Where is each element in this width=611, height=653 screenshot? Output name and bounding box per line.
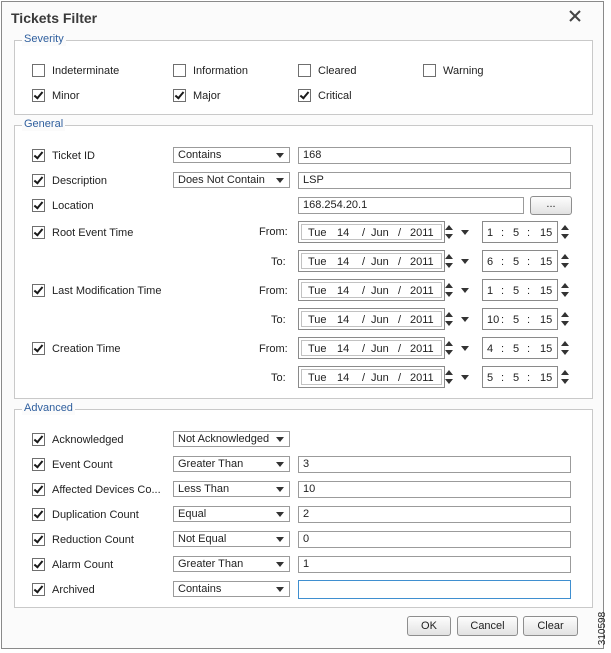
spin-up-icon[interactable] <box>445 370 453 375</box>
date-separator: / <box>398 227 402 239</box>
date-separator: / <box>398 256 402 268</box>
root-event-time-checkbox[interactable] <box>32 226 133 239</box>
reduction-count-checkbox[interactable] <box>32 533 134 546</box>
checkbox-label: Cleared <box>318 64 357 77</box>
date-separator: / <box>398 285 402 297</box>
spin-up-icon[interactable] <box>561 225 569 230</box>
time-second[interactable]: 15 <box>540 285 553 297</box>
checkbox-label: Duplication Count <box>52 508 139 521</box>
general-group <box>14 118 593 399</box>
spin-up-icon[interactable] <box>561 370 569 375</box>
root-event-to-time-picker[interactable] <box>482 250 572 272</box>
date-separator: / <box>362 372 366 384</box>
checkbox-label: Last Modification Time <box>52 284 162 297</box>
archived-operator-select[interactable] <box>173 581 290 597</box>
creation-to-date-picker[interactable] <box>298 366 475 388</box>
spin-up-icon[interactable] <box>561 312 569 317</box>
severity-major-checkbox[interactable] <box>173 89 221 102</box>
checkbox-box <box>423 64 436 77</box>
time-separator: : <box>501 227 505 239</box>
creation-time-checkbox[interactable] <box>32 342 120 355</box>
date-separator: / <box>362 343 366 355</box>
spin-down-icon[interactable] <box>561 234 569 239</box>
date-spinner[interactable] <box>444 250 454 272</box>
event-count-value-input[interactable]: 3 <box>298 456 571 473</box>
checkbox-label: Description <box>52 174 108 187</box>
title-bar <box>2 2 603 34</box>
creation-from-date-picker[interactable] <box>298 337 475 359</box>
severity-indeterminate-checkbox[interactable] <box>32 64 119 77</box>
spin-up-icon[interactable] <box>561 283 569 288</box>
time-spinner[interactable] <box>560 337 570 359</box>
date-day[interactable]: 14 <box>337 314 350 326</box>
creation-to-time-picker[interactable] <box>482 366 572 388</box>
checkbox-label: Minor <box>52 89 80 102</box>
date-spinner[interactable] <box>444 279 454 301</box>
checkbox-box <box>32 583 45 596</box>
time-second[interactable]: 15 <box>540 343 553 355</box>
select-value: Greater Than <box>178 558 244 570</box>
select-value: Less Than <box>178 483 230 495</box>
select-value: Contains <box>178 149 222 161</box>
checkbox-box <box>32 199 45 212</box>
last-modification-time-checkbox[interactable] <box>32 284 161 297</box>
chevron-down-icon <box>276 512 284 517</box>
chevron-down-icon <box>276 587 284 592</box>
select-value: Does Not Contain <box>178 174 265 186</box>
chevron-down-icon[interactable] <box>461 317 469 322</box>
checkbox-label: Alarm Count <box>52 558 114 571</box>
date-weekday: Tue <box>308 285 327 297</box>
date-separator: / <box>398 314 402 326</box>
date-separator: / <box>362 227 366 239</box>
checkbox-box <box>32 508 45 521</box>
time-hour[interactable]: 10 <box>487 314 500 326</box>
date-field <box>298 366 445 388</box>
alarm-count-operator-select[interactable] <box>173 556 290 572</box>
time-minute[interactable]: 5 <box>513 285 520 297</box>
select-value: Not Equal <box>178 533 227 545</box>
spin-down-icon[interactable] <box>445 263 453 268</box>
spin-down-icon[interactable] <box>445 321 453 326</box>
ticket-id-value-input[interactable]: 168 <box>298 147 571 164</box>
date-weekday: Tue <box>308 227 327 239</box>
to-label: To: <box>271 256 286 268</box>
checkbox-box <box>32 174 45 187</box>
date-year[interactable]: 2011 <box>410 314 434 326</box>
from-label: From: <box>259 343 288 355</box>
root-event-from-time-picker[interactable] <box>482 221 572 243</box>
checkbox-label: Location <box>52 199 94 212</box>
date-day[interactable]: 14 <box>337 372 350 384</box>
time-spinner[interactable] <box>560 308 570 330</box>
checkbox-label: Major <box>193 89 221 102</box>
checkbox-box <box>32 483 45 496</box>
chevron-down-icon <box>276 487 284 492</box>
spin-up-icon[interactable] <box>561 254 569 259</box>
checkbox-label: Affected Devices Co... <box>52 483 161 496</box>
spin-down-icon[interactable] <box>445 234 453 239</box>
spin-down-icon[interactable] <box>561 292 569 297</box>
checkbox-box <box>173 64 186 77</box>
date-day[interactable]: 14 <box>337 256 350 268</box>
date-month[interactable]: Jun <box>371 256 389 268</box>
ticket-id-checkbox[interactable] <box>32 149 95 162</box>
chevron-down-icon <box>276 462 284 467</box>
location-browse-button[interactable]: ... <box>530 196 572 215</box>
time-separator: : <box>527 227 531 239</box>
time-second[interactable]: 15 <box>540 227 553 239</box>
checkbox-box <box>32 533 45 546</box>
checkbox-box <box>298 89 311 102</box>
chevron-down-icon <box>276 562 284 567</box>
checkbox-box <box>32 89 45 102</box>
checkbox-box <box>173 89 186 102</box>
severity-information-checkbox[interactable] <box>173 64 248 77</box>
checkbox-label: Indeterminate <box>52 64 120 77</box>
date-field <box>298 308 445 330</box>
checkbox-box <box>32 558 45 571</box>
checkbox-box <box>32 342 45 355</box>
event-count-checkbox[interactable] <box>32 458 113 471</box>
date-weekday: Tue <box>308 256 327 268</box>
duplication-count-value-input[interactable]: 2 <box>298 506 571 523</box>
date-spinner[interactable] <box>444 308 454 330</box>
time-field <box>482 337 558 359</box>
date-month[interactable]: Jun <box>371 343 389 355</box>
time-separator: : <box>501 372 505 384</box>
spin-down-icon[interactable] <box>561 263 569 268</box>
severity-warning-checkbox[interactable] <box>423 64 484 77</box>
severity-critical-checkbox[interactable] <box>298 89 352 102</box>
reduction-count-operator-select[interactable] <box>173 531 290 547</box>
chevron-down-icon <box>276 537 284 542</box>
date-year[interactable]: 2011 <box>410 285 434 297</box>
checkbox-label: Archived <box>52 583 95 596</box>
chevron-down-icon <box>276 437 284 442</box>
spin-down-icon[interactable] <box>445 350 453 355</box>
checkbox-box <box>32 64 45 77</box>
time-minute[interactable]: 5 <box>513 343 520 355</box>
chevron-down-icon <box>276 178 284 183</box>
date-spinner[interactable] <box>444 337 454 359</box>
to-label: To: <box>271 372 286 384</box>
ok-button[interactable]: OK <box>407 616 451 636</box>
spin-up-icon[interactable] <box>445 254 453 259</box>
time-hour[interactable]: 1 <box>487 227 494 239</box>
date-year[interactable]: 2011 <box>410 256 434 268</box>
spin-down-icon[interactable] <box>445 292 453 297</box>
spin-down-icon[interactable] <box>445 379 453 384</box>
time-field <box>482 279 558 301</box>
description-value-input[interactable]: LSP <box>298 172 571 189</box>
event-count-operator-select[interactable] <box>173 456 290 472</box>
dialog-title: Tickets Filter <box>11 10 98 26</box>
select-value: Equal <box>178 508 207 520</box>
time-second[interactable]: 15 <box>540 314 553 326</box>
checkbox-label: Warning <box>443 64 484 77</box>
location-checkbox[interactable] <box>32 199 94 212</box>
time-spinner[interactable] <box>560 279 570 301</box>
date-day[interactable]: 14 <box>337 227 350 239</box>
date-year[interactable]: 2011 <box>410 343 434 355</box>
severity-legend: Severity <box>24 33 64 45</box>
time-hour[interactable]: 5 <box>487 372 494 384</box>
checkbox-box <box>32 149 45 162</box>
date-separator: / <box>362 285 366 297</box>
time-separator: : <box>501 256 505 268</box>
clear-button[interactable]: Clear <box>523 616 578 636</box>
time-separator: : <box>527 343 531 355</box>
tickets-filter-dialog <box>1 1 604 649</box>
acknowledged-select[interactable] <box>173 431 290 447</box>
checkbox-label: Acknowledged <box>52 433 124 446</box>
date-separator: / <box>398 372 402 384</box>
date-separator: / <box>398 343 402 355</box>
chevron-down-icon[interactable] <box>461 259 469 264</box>
close-icon[interactable] <box>567 8 583 24</box>
date-field <box>298 221 445 243</box>
time-spinner[interactable] <box>560 250 570 272</box>
last-mod-from-time-picker[interactable] <box>482 279 572 301</box>
checkbox-label: Ticket ID <box>52 149 95 162</box>
archived-value-input[interactable] <box>298 580 571 599</box>
to-label: To: <box>271 314 286 326</box>
duplication-count-checkbox[interactable] <box>32 508 139 521</box>
time-second[interactable]: 15 <box>540 256 553 268</box>
figure-number-text: 310598 <box>597 611 609 646</box>
alarm-count-checkbox[interactable] <box>32 558 113 571</box>
root-event-to-date-picker[interactable] <box>298 250 475 272</box>
date-separator: / <box>362 256 366 268</box>
checkbox-box <box>32 226 45 239</box>
spin-up-icon[interactable] <box>445 225 453 230</box>
time-field <box>482 250 558 272</box>
spin-down-icon[interactable] <box>561 379 569 384</box>
archived-checkbox[interactable] <box>32 583 95 596</box>
spin-up-icon[interactable] <box>445 283 453 288</box>
date-month[interactable]: Jun <box>371 227 389 239</box>
select-value: Not Acknowledged <box>178 433 270 445</box>
location-value-input[interactable]: 168.254.20.1 <box>298 197 524 214</box>
from-label: From: <box>259 226 288 238</box>
date-month[interactable]: Jun <box>371 372 389 384</box>
general-legend: General <box>24 118 64 130</box>
date-separator: / <box>362 314 366 326</box>
select-value: Contains <box>178 583 222 595</box>
severity-group <box>14 33 593 115</box>
figure-number <box>594 613 608 647</box>
checkbox-box <box>32 458 45 471</box>
date-spinner[interactable] <box>444 366 454 388</box>
time-hour[interactable]: 1 <box>487 285 494 297</box>
time-separator: : <box>527 372 531 384</box>
chevron-down-icon[interactable] <box>461 375 469 380</box>
root-event-from-date-picker[interactable] <box>298 221 475 243</box>
chevron-down-icon[interactable] <box>461 346 469 351</box>
time-hour[interactable]: 4 <box>487 343 494 355</box>
acknowledged-checkbox[interactable] <box>32 433 124 446</box>
spin-up-icon[interactable] <box>445 312 453 317</box>
time-separator: : <box>527 256 531 268</box>
date-weekday: Tue <box>308 314 327 326</box>
time-field <box>482 366 558 388</box>
checkbox-label: Critical <box>318 89 352 102</box>
last-mod-to-time-picker[interactable] <box>482 308 572 330</box>
time-hour[interactable]: 6 <box>487 256 494 268</box>
affected-devices-operator-select[interactable] <box>173 481 290 497</box>
advanced-group <box>14 402 593 608</box>
reduction-count-value-input[interactable]: 0 <box>298 531 571 548</box>
date-field <box>298 337 445 359</box>
affected-devices-count-checkbox[interactable] <box>32 483 161 496</box>
description-operator-select[interactable] <box>173 172 290 188</box>
time-spinner[interactable] <box>560 221 570 243</box>
time-separator: : <box>527 314 531 326</box>
checkbox-label: Event Count <box>52 458 113 471</box>
time-separator: : <box>527 285 531 297</box>
date-weekday: Tue <box>308 343 327 355</box>
spin-up-icon[interactable] <box>445 341 453 346</box>
date-field <box>298 250 445 272</box>
checkbox-box <box>298 64 311 77</box>
time-minute[interactable]: 5 <box>513 256 520 268</box>
creation-from-time-picker[interactable] <box>482 337 572 359</box>
affected-devices-value-input[interactable]: 10 <box>298 481 571 498</box>
date-spinner[interactable] <box>444 221 454 243</box>
time-minute[interactable]: 5 <box>513 314 520 326</box>
duplication-count-operator-select[interactable] <box>173 506 290 522</box>
checkbox-box <box>32 284 45 297</box>
chevron-down-icon[interactable] <box>461 288 469 293</box>
time-minute[interactable]: 5 <box>513 372 520 384</box>
time-separator: : <box>501 285 505 297</box>
time-minute[interactable]: 5 <box>513 227 520 239</box>
time-separator: : <box>501 314 505 326</box>
date-day[interactable]: 14 <box>337 285 350 297</box>
date-month[interactable]: Jun <box>371 314 389 326</box>
time-spinner[interactable] <box>560 366 570 388</box>
checkbox-label: Reduction Count <box>52 533 134 546</box>
time-field <box>482 221 558 243</box>
severity-minor-checkbox[interactable] <box>32 89 80 102</box>
chevron-down-icon <box>276 153 284 158</box>
date-field <box>298 279 445 301</box>
date-month[interactable]: Jun <box>371 285 389 297</box>
spin-down-icon[interactable] <box>561 321 569 326</box>
time-field <box>482 308 558 330</box>
chevron-down-icon[interactable] <box>461 230 469 235</box>
select-value: Greater Than <box>178 458 244 470</box>
last-mod-to-date-picker[interactable] <box>298 308 475 330</box>
time-second[interactable]: 15 <box>540 372 553 384</box>
last-mod-from-date-picker[interactable] <box>298 279 475 301</box>
from-label: From: <box>259 285 288 297</box>
spin-down-icon[interactable] <box>561 350 569 355</box>
date-year[interactable]: 2011 <box>410 227 434 239</box>
alarm-count-value-input[interactable]: 1 <box>298 556 571 573</box>
cancel-button[interactable]: Cancel <box>457 616 518 636</box>
checkbox-label: Root Event Time <box>52 226 134 239</box>
checkbox-box <box>32 433 45 446</box>
time-separator: : <box>501 343 505 355</box>
description-checkbox[interactable] <box>32 174 107 187</box>
advanced-legend: Advanced <box>24 402 73 414</box>
spin-up-icon[interactable] <box>561 341 569 346</box>
ticket-id-operator-select[interactable] <box>173 147 290 163</box>
severity-cleared-checkbox[interactable] <box>298 64 357 77</box>
date-weekday: Tue <box>308 372 327 384</box>
date-day[interactable]: 14 <box>337 343 350 355</box>
checkbox-label: Creation Time <box>52 342 121 355</box>
date-year[interactable]: 2011 <box>410 372 434 384</box>
checkbox-label: Information <box>193 64 249 77</box>
